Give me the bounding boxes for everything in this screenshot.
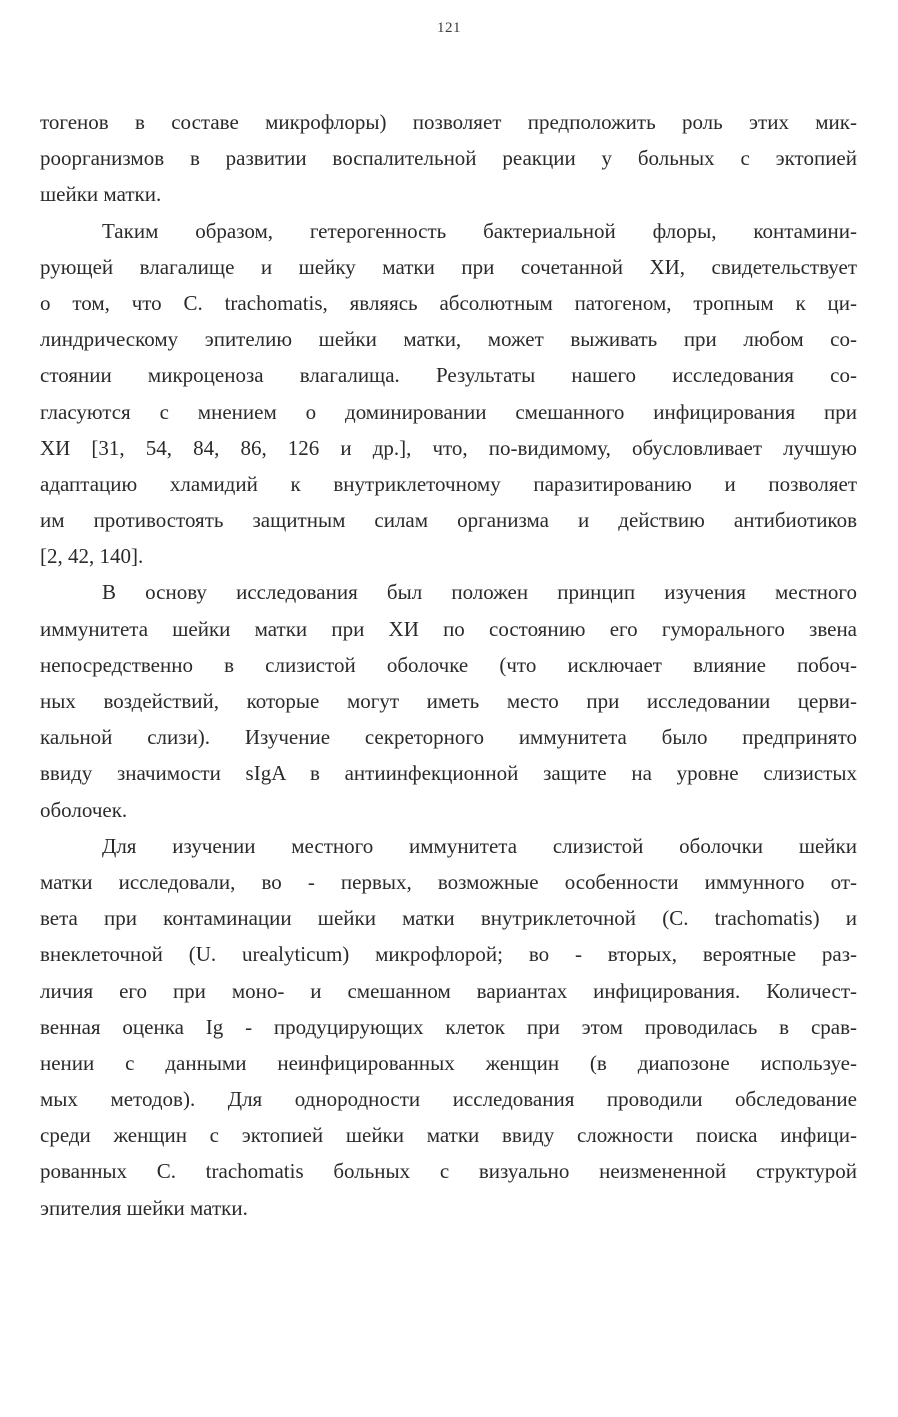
text-line: матки исследовали, во - первых, возможные особенности иммунного от- xyxy=(40,869,857,894)
text-line: ввиду значимости sIgA в антиинфекционной защите на уровне слизистых xyxy=(40,761,857,786)
text-line: личия его при моно- и смешанном вариантах инфицирования. Количест- xyxy=(40,978,857,1003)
text-line: гласуются с мнением о доминировании смешанного инфицирования при xyxy=(40,399,857,424)
text-line: рующей влагалище и шейку матки при сочетанной ХИ, свидетельствует xyxy=(40,254,857,279)
text-line: роорганизмов в развитии воспалительной реакции у больных с эктопией xyxy=(40,146,857,171)
text-line: среди женщин с эктопией шейки матки ввиду сложности поиска инфици- xyxy=(40,1123,857,1148)
text-line: шейки матки. xyxy=(40,182,162,207)
paragraph-4 xyxy=(40,828,857,1226)
text-line: Таким образом, гетерогенность бактериальной флоры, контамини- xyxy=(102,218,857,243)
text-line: вета при контаминации шейки матки внутриклеточной (C. trachomatis) и xyxy=(40,906,857,931)
page-number: 121 xyxy=(437,20,461,36)
text-line: венная оценка Ig - продуцирующих клеток при этом проводилась в срав- xyxy=(40,1014,857,1039)
text-line: адаптацию хламидий к внутриклеточному паразитированию и позволяет xyxy=(40,471,857,496)
text-line: внеклеточной (U. urealyticum) микрофлорой; во - вторых, вероятные раз- xyxy=(40,942,857,967)
body-text xyxy=(40,104,857,1226)
text-line: ных воздействий, которые могут иметь место при исследовании церви- xyxy=(40,689,857,713)
text-line: тогенов в составе микрофлоры) позволяет предположить роль этих мик- xyxy=(40,110,857,134)
paragraph-1 xyxy=(40,104,857,213)
text-line: линдрическому эпителию шейки матки, может выживать при любом со- xyxy=(40,327,857,352)
paragraph-2 xyxy=(40,213,857,575)
text-line: непосредственно в слизистой оболочке (что исключает влияние побоч- xyxy=(40,652,857,677)
text-line: Для изучении местного иммунитета слизистой оболочки шейки xyxy=(102,833,857,858)
text-line: [2, 42, 140]. xyxy=(40,544,144,569)
text-line: стоянии микроценоза влагалища. Результаты нашего исследования со- xyxy=(40,363,857,388)
text-line: эпителия шейки матки. xyxy=(40,1195,248,1220)
text-line: В основу исследования был положен принцип изучения местного xyxy=(102,580,857,605)
text-line: кальной слизи). Изучение секреторного иммунитета было предпринято xyxy=(40,725,857,750)
text-line: о том, что C. trachomatis, являясь абсолютным патогеном, тропным к ци- xyxy=(40,290,857,315)
text-line: рованных C. trachomatis больных с визуально неизмененной структурой xyxy=(40,1159,857,1184)
text-line: оболочек. xyxy=(40,797,128,822)
text-line: нении с данными неинфицированных женщин (в диапозоне используе- xyxy=(40,1050,857,1075)
text-line: им противостоять защитным силам организма и действию антибиотиков xyxy=(40,508,857,533)
text-line: мых методов). Для однородности исследования проводили обследование xyxy=(40,1087,857,1112)
paragraph-3 xyxy=(40,574,857,827)
text-line: иммунитета шейки матки при ХИ по состоянию его гуморального звена xyxy=(40,616,857,641)
text-line: ХИ [31, 54, 84, 86, 126 и др.], что, по-видимому, обусловливает лучшую xyxy=(40,435,857,460)
